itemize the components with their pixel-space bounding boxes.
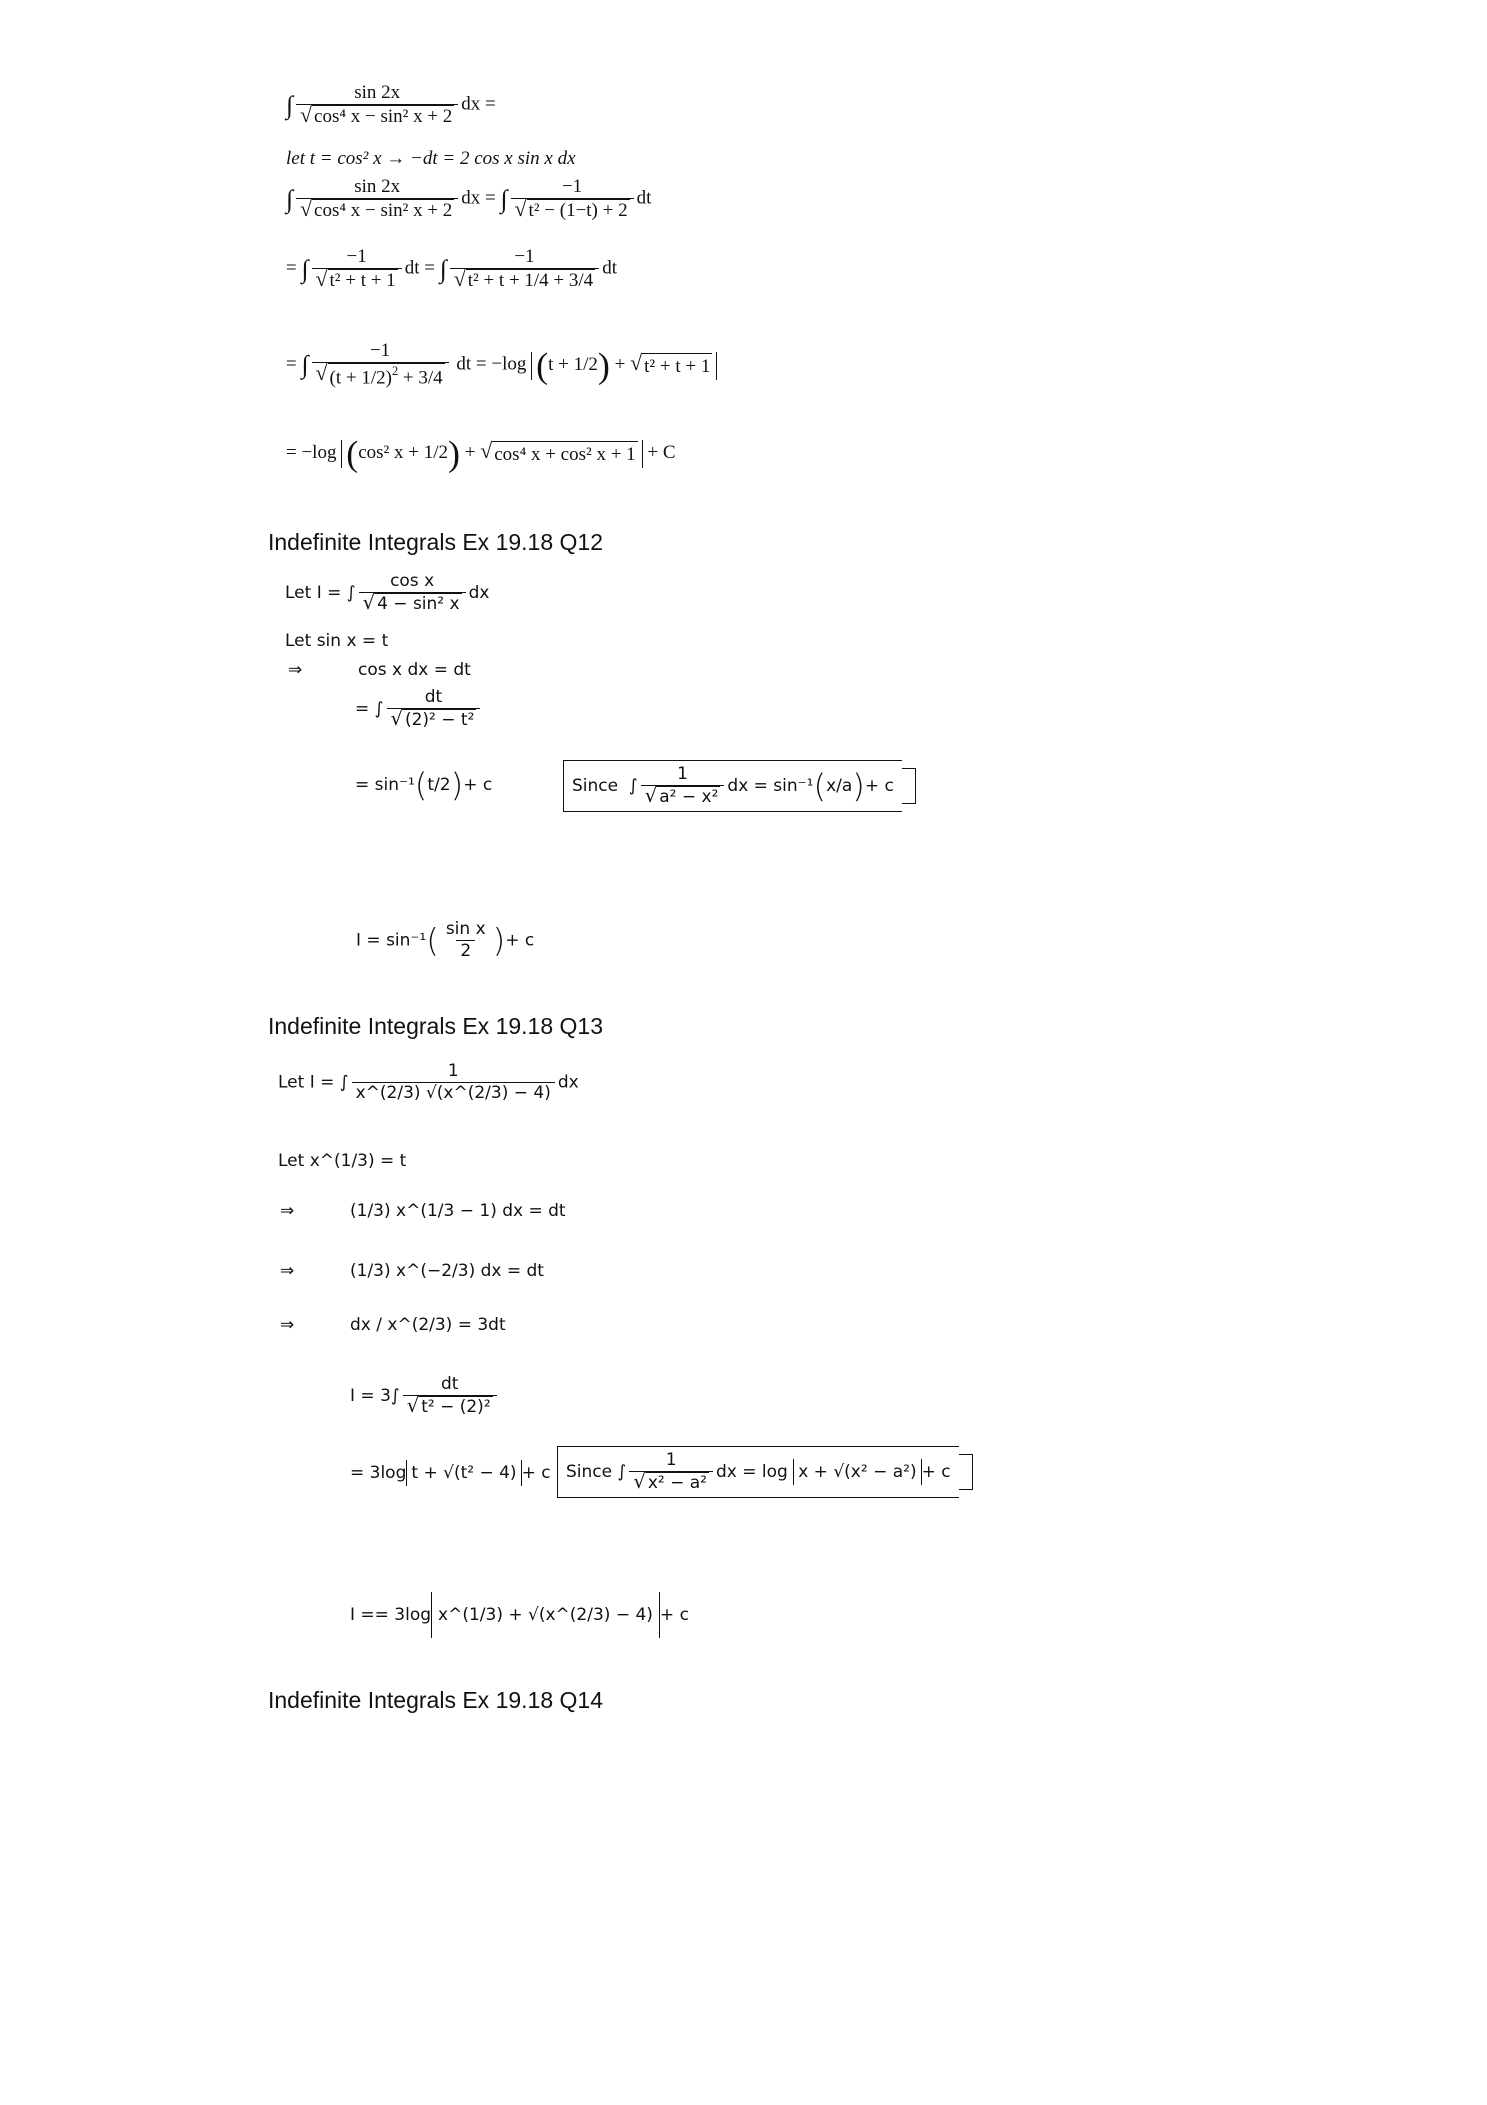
q12-final: I = sin⁻¹( $\frac{\text{sin x}}{2}$ )+ c xyxy=(356,919,535,961)
q12-integral: = ∫ dt √ (2)² − t² xyxy=(355,688,483,730)
q13-arrow-3: ⇒ xyxy=(280,1315,295,1335)
q13-arrow-1: ⇒ xyxy=(280,1201,295,1221)
q11-abs: (t + 1/2) + √ t² + t + 1 xyxy=(531,352,717,380)
q12-result: = sin⁻¹(t/2)+ c xyxy=(355,766,493,804)
heading-q12: Indefinite Integrals Ex 19.18 Q12 xyxy=(268,529,603,555)
q13-result: = 3log t + √(t² − 4) + c xyxy=(350,1460,551,1486)
q11-eq-tail: dx = xyxy=(461,93,496,115)
q13-step1: (1/3) x^(1/3 − 1) dx = dt xyxy=(350,1201,566,1221)
q12-let-sin: Let sin x = t xyxy=(285,631,389,651)
heading-q13: Indefinite Integrals Ex 19.18 Q13 xyxy=(268,1013,603,1039)
q11-line3: = ∫ −1 √ t² + t + 1 dt = ∫ −1 √ t² + t + 1/4 + 3/4 dt xyxy=(286,246,617,291)
q12-arrow: ⇒ xyxy=(288,660,303,680)
q12-let-I: Let I = ∫ cos x √ 4 − sin² x dx xyxy=(285,571,490,614)
q13-step2: (1/3) x^(−2/3) dx = dt xyxy=(350,1261,544,1281)
q13-since-box: Since ∫ 1 √ x² − a² dx = log x + √(x² − a²) + c xyxy=(557,1446,973,1498)
q11-line2: ∫ sin 2x √ cos⁴ x − sin² x + 2 dx = ∫ −1 √ t² − (1−t) + 2 dt xyxy=(286,176,652,221)
q13-let-I: Let I = ∫ $\frac{1}{x\^{}(2/3) √(x\^{}(2/3) - 4)}$ dx xyxy=(278,1061,579,1103)
q11-line4: = ∫ −1 √ $(t + 1/2)^2 + 3/4$ dt = −log (t + 1/2) + √ t² + t + 1 xyxy=(286,340,717,390)
q12-since-box: Since ∫ 1 √ a² − x² dx = sin⁻¹(x/a)+ c xyxy=(563,760,916,812)
q13-I-integral: I = 3∫ dt √ t² − (2)² xyxy=(350,1375,500,1417)
q11-line5: = −log (cos² x + 1/2) + √ cos⁴ x + cos² x + 1 + C xyxy=(286,433,676,474)
q11-fraction: sin 2x √ cos⁴ x − sin² x + 2 xyxy=(296,82,458,129)
q13-step3: dx / x^(2/3) = 3dt xyxy=(350,1315,506,1335)
q12-cos-dx: cos x dx = dt xyxy=(358,660,471,680)
q13-arrow-2: ⇒ xyxy=(280,1261,295,1281)
integral-sign: ∫ xyxy=(286,90,294,120)
q11-line1 xyxy=(286,82,496,129)
q13-final: I == 3log x^(1/3) + √(x^(2/3) − 4) + c xyxy=(350,1592,689,1638)
q11-substitution: let t = cos² x → −dt = 2 cos x sin x dx xyxy=(286,148,576,169)
q13-let-x: Let x^(1/3) = t xyxy=(278,1151,407,1171)
heading-q14: Indefinite Integrals Ex 19.18 Q14 xyxy=(268,1687,603,1713)
